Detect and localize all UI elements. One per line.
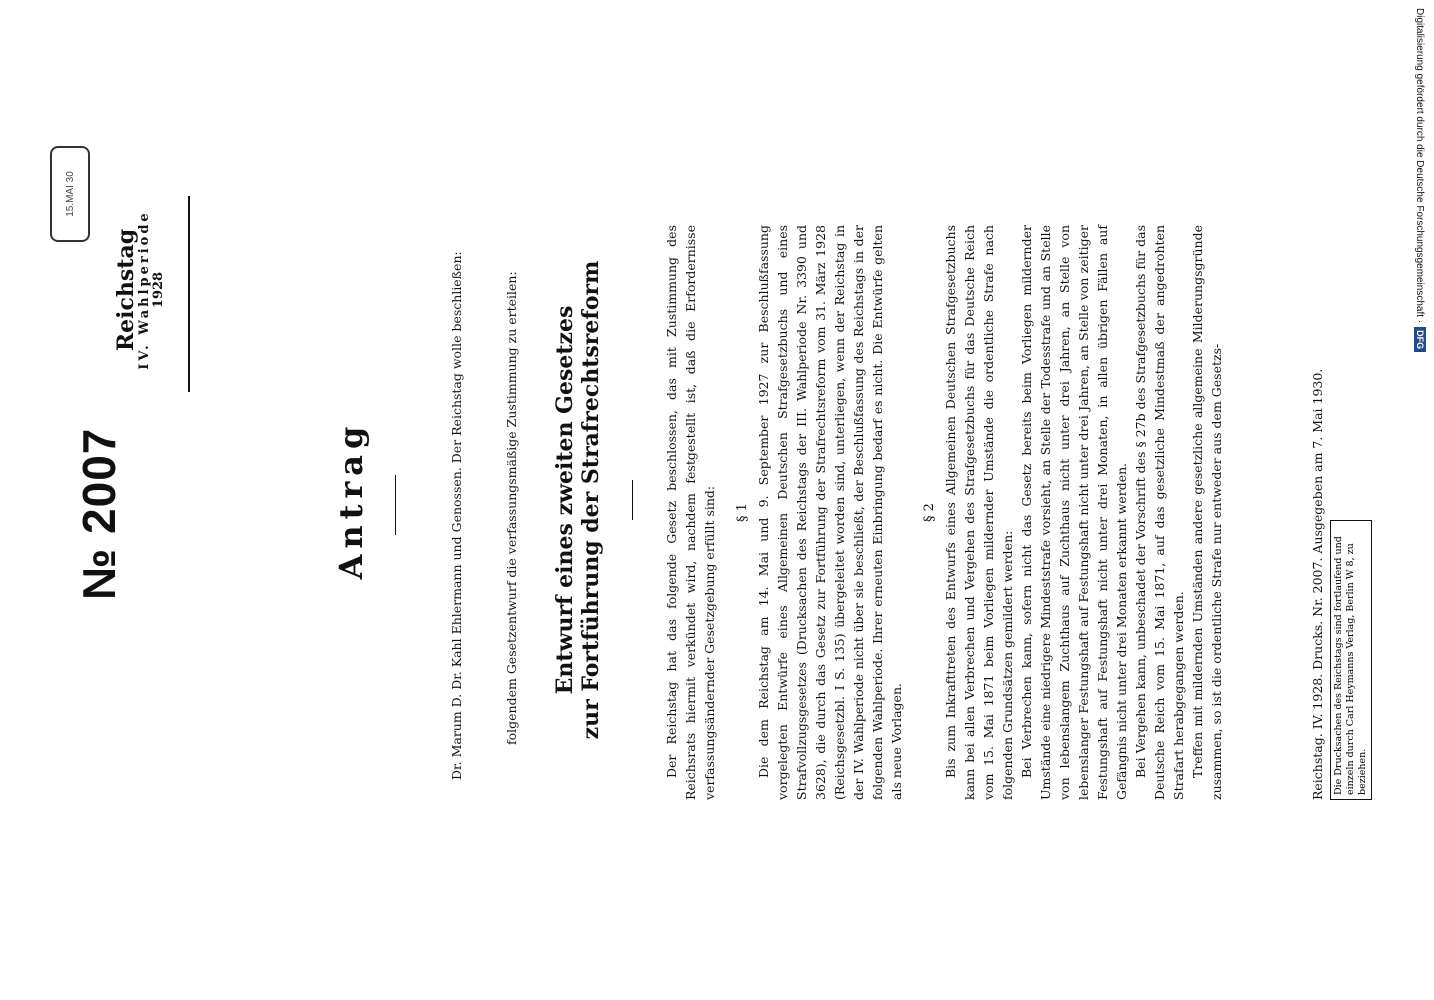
dfg-credit-text: Digitalisierung gefördert durch die Deutsche Forschungsgemeinschaft · [1414,8,1426,324]
section-1-text: Die dem Reichstag am 14. Mai und 9. September 1927 zur Beschlußfassung vorgelegten Entwürfe eines Allgemeinen Deutschen Strafgesetzbuchs und eines Strafvollzugsgesetzes (Drucksachen des Reichstags der III. Wahlperiode Nr. 3390 und 3628), die durch das Gesetz zur Fortführung der Strafrechtsreform vom 31. März 1928 (Reichsgesetzbl. I S. 135) übergeleitet worden sind, unterliegen, wenn der Reichstag in der IV. Wahlperiode nicht über sie beschließt, der Beschlußfassung des Reichstags in der folgenden Wahlperiode. Ihrer erneuten Einbringung bedarf es nicht. Die Entwürfe gelten als neue Vorlagen. [756,225,904,800]
dfg-credit [1408,8,1432,393]
rotated-page [42,0,1392,1000]
section-2-paragraph-1: Bis zum Inkrafttreten des Entwurfs eines Allgemeinen Deutschen Strafgesetzbuchs kann bei allen Verbrechen und Vergehen des Strafgesetzbuchs für das Deutsche Reich vom 15. Mai 1871 beim Vorliegen mildernder Umstände die ordentliche Strafe nach folgenden Grundsätzen gemildert werden: [943,225,1015,800]
reichstag-year: 1928 [151,271,167,309]
section-2-paragraph-3: Bei Vergehen kann, unbeschadet der Vorschrift des § 27b des Strafgesetzbuchs für das Deutsche Reich vom 15. Mai 1871, auf das gesetzliche Mindestmaß der angedrohten Strafart herabgegangen werden. [1133,225,1186,800]
section-2-paragraph-4: Treffen mit mildernden Umständen andere gesetzliche allgemeine Milderungsgründe zusammen, so ist die ordentliche Strafe nur entweder aus dem Gesetzs- [1190,225,1224,800]
bill-body [662,225,1226,800]
reichstag-header [114,180,167,400]
receipt-stamp: 15.MAI 30 [50,146,90,242]
title-rule [395,475,396,535]
header-rule [188,196,190,392]
movers-text: Dr. Marum D. Dr. Kahl Ehlermann und Genossen. Der Reichstag wolle beschließen: [449,251,464,780]
document-number: № 2007 [73,427,125,600]
document-title: Antrag [332,420,370,580]
document-footer: Reichstag. IV. 1928. Drucks. Nr. 2007. Ausgegeben am 7. Mai 1930. [1310,368,1325,800]
bill-title [552,260,605,740]
subtitle-rule [632,480,633,520]
reichstag-name: Reichstag [113,228,139,352]
section-2-heading: § 2 [922,503,937,522]
publisher-note: Die Drucksachen des Reichstags sind fortlaufend und einzeln durch Carl Heymanns Verlag, Berlin W 8, zu beziehen. [1330,520,1372,800]
bill-title-line-2: zur Fortführung der Strafrechtsreform [578,260,605,740]
bill-title-line-1: Entwurf eines zweiten Gesetzes [552,305,578,695]
resolution-text: folgendem Gesetzentwurf die verfassungsmäßige Zustimmung zu erteilen: [504,271,519,745]
reichstag-period: IV. Wahlperiode [137,210,153,370]
dfg-logo: DFG [1414,327,1426,352]
section-1-heading: § 1 [735,503,750,522]
resolution-line [502,225,521,745]
section-2-paragraph-2: Bei Verbrechen kann, sofern nicht das Gesetz bereits beim Vorliegen mildernder Umstände eine niedrigere Mindeststrafe vorsieht, an Stelle der Todesstrafe und an Stelle von lebenslangem Zuchthaus auf Zuchthaus nicht unter drei Jahren, an Stelle von lebenslanger Festungshaft auf Festungshaft nicht unter drei Jahren, an Stelle von zeitiger Festungshaft auf Festungshaft nicht unter drei Monaten, in allen übrigen Fällen auf Gefängnis nicht unter drei Monaten erkannt werden. [1019,225,1129,800]
movers-line [447,230,466,780]
preamble: Der Reichstag hat das folgende Gesetz beschlossen, das mit Zustimmung des Reichsrats hiermit verkündet wird, nachdem festgestellt ist, daß die Erfordernisse verfassungsändernder Gesetzgebung erfüllt sind: [664,225,717,800]
